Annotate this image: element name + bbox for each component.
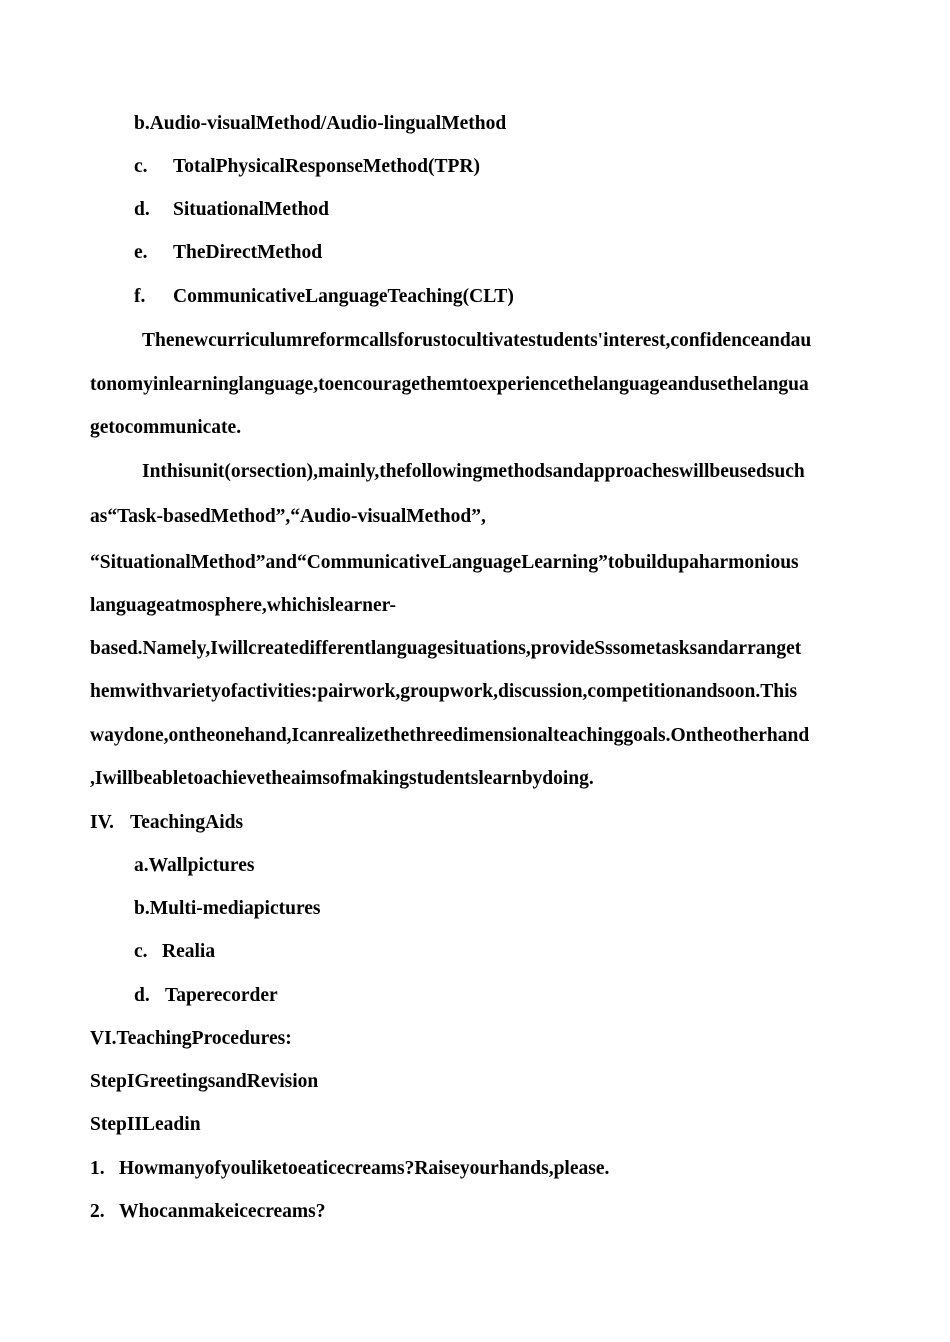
method-item-text: CommunicativeLanguageTeaching(CLT) <box>173 286 514 307</box>
teaching-aids-heading <box>90 811 243 835</box>
method-item-text: b.Audio-visualMethod/Audio-lingualMethod <box>134 113 507 134</box>
paragraph-line: Inthisunit(orsection),mainly,thefollowingmethodsandapproacheswillbeusedsuch <box>142 461 805 482</box>
teaching-procedures-heading: VI.TeachingProcedures: <box>90 1028 292 1049</box>
method-item-text: TheDirectMethod <box>173 242 323 263</box>
method-item-text: TotalPhysicalResponseMethod(TPR) <box>173 156 480 177</box>
paragraph-line: Thenewcurriculumreformcallsforustocultivatestudents'interest,confidenceandau <box>142 330 812 351</box>
list-marker: d. <box>134 985 150 1006</box>
question-text: Howmanyofyouliketoeaticecreams?Raiseyourhands,please. <box>119 1158 610 1179</box>
question-item-2 <box>90 1200 326 1224</box>
aid-item-a <box>134 854 254 878</box>
list-marker: 2. <box>90 1201 105 1222</box>
list-marker: 1. <box>90 1158 105 1179</box>
paragraph-line: waydone,ontheonehand,Icanrealizethethreedimensionalteachinggoals.Ontheotherhand <box>90 725 810 746</box>
method-item-d <box>134 198 329 222</box>
aid-item-text: Taperecorder <box>165 985 278 1006</box>
list-marker: d. <box>134 199 150 220</box>
method-item-b <box>134 112 506 136</box>
paragraph-line: as“Task-basedMethod”,“Audio-visualMethod”, <box>90 506 486 527</box>
method-item-e <box>134 241 322 265</box>
list-marker: e. <box>134 242 148 263</box>
method-item-f <box>134 285 514 309</box>
paragraph-line: based.Namely,Iwillcreatedifferentlanguagesituations,provideSssometasksandarranget <box>90 638 802 659</box>
paragraph-line: hemwithvarietyofactivities:pairwork,groupwork,discussion,competitionandsoon.This <box>90 681 798 702</box>
paragraph-line: “SituationalMethod”and“CommunicativeLanguageLearning”tobuildupaharmonious <box>90 552 799 573</box>
aid-item-text: Realia <box>162 941 216 962</box>
question-text: Whocanmakeicecreams? <box>119 1201 326 1222</box>
paragraph-line: languageatmosphere,whichislearner- <box>90 595 397 616</box>
aid-item-c <box>134 940 215 964</box>
section-number: IV. <box>90 812 115 833</box>
list-marker: c. <box>134 156 148 177</box>
section-title: TeachingAids <box>130 812 244 833</box>
method-item-text: SituationalMethod <box>173 199 330 220</box>
aid-item-text: b.Multi-mediapictures <box>134 898 321 919</box>
step-1-heading: StepIGreetingsandRevision <box>90 1071 319 1092</box>
method-item-c <box>134 155 480 179</box>
list-marker: f. <box>134 286 146 307</box>
aid-item-text: a.Wallpictures <box>134 855 255 876</box>
aid-item-b <box>134 897 321 921</box>
aid-item-d <box>134 984 278 1008</box>
list-marker: c. <box>134 941 148 962</box>
step-2-heading: StepIILeadin <box>90 1114 201 1135</box>
paragraph-line: ,Iwillbeabletoachievetheaimsofmakingstudentslearnbydoing. <box>90 768 594 789</box>
paragraph-line: getocommunicate. <box>90 417 242 438</box>
question-item-1 <box>90 1157 609 1181</box>
paragraph-line: tonomyinlearninglanguage,toencouragethemtoexperiencethelanguageandusethelangua <box>90 374 809 395</box>
